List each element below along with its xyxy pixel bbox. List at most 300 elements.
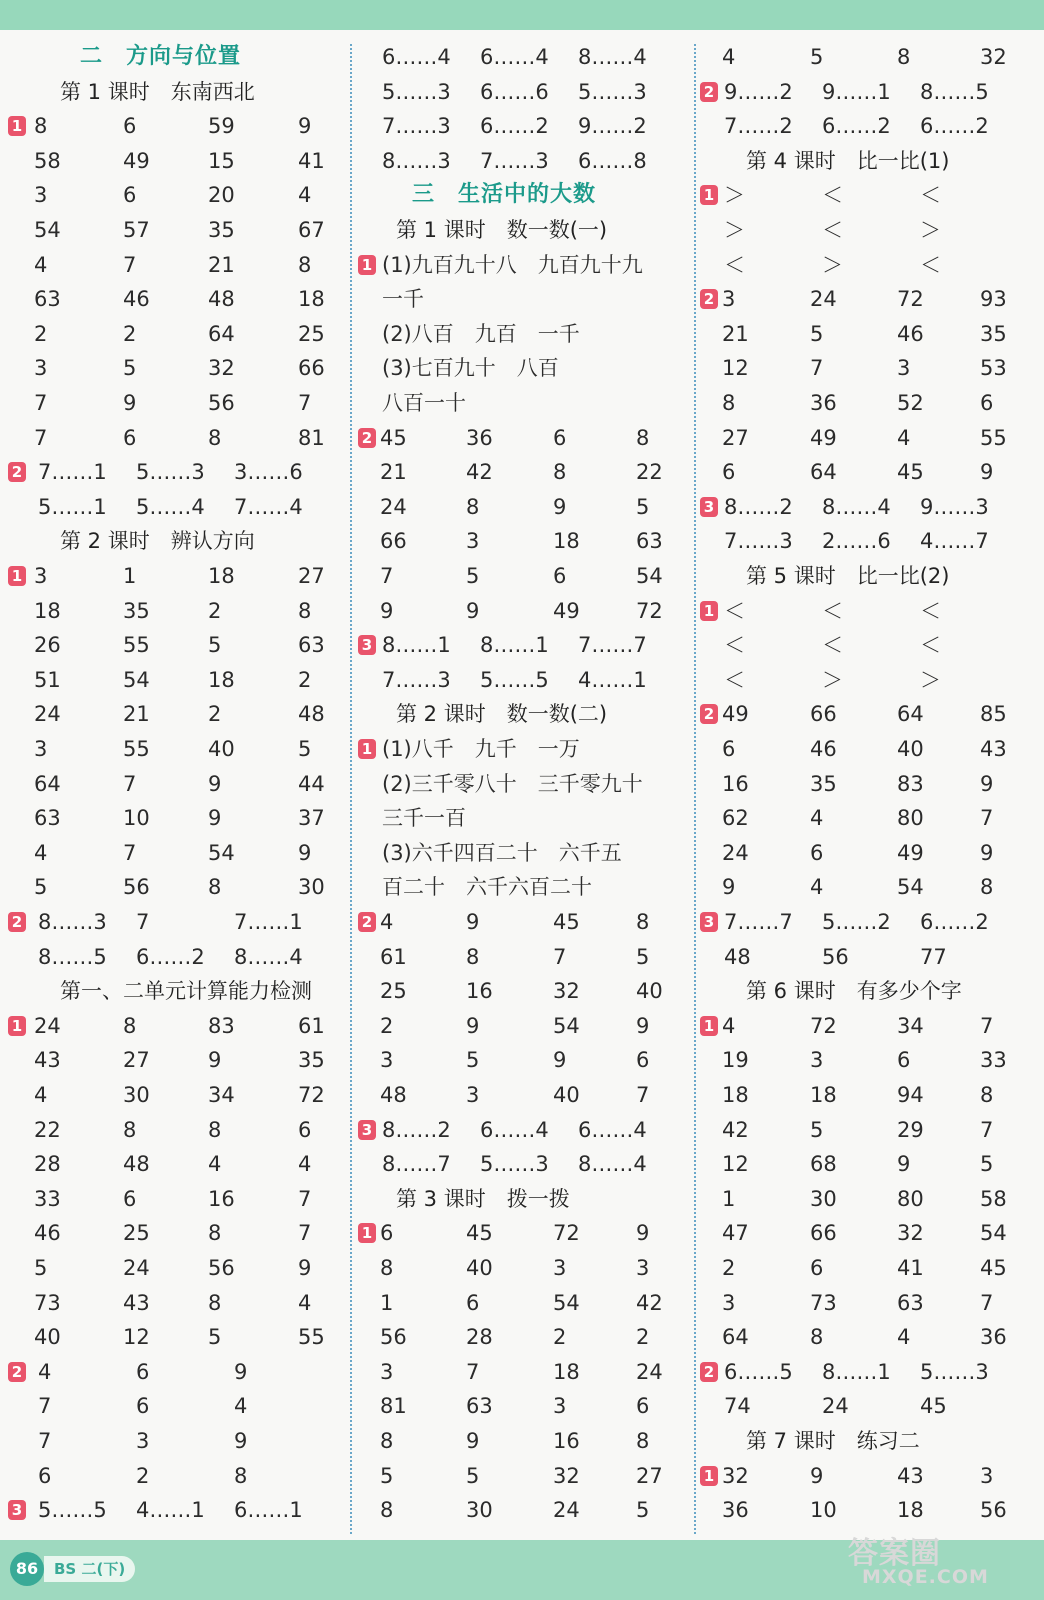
answer-cell: 6……4 <box>578 1117 647 1142</box>
answer-cell: 55 <box>980 425 1007 450</box>
answer-cell: 4 <box>298 1290 312 1315</box>
answer-cell: 5……3 <box>136 460 205 485</box>
answer-cell: 9 <box>553 1048 567 1073</box>
answer-cell: 5 <box>810 1117 824 1142</box>
answer-cell: 25 <box>123 1221 150 1246</box>
answer-cell: 35 <box>980 321 1007 346</box>
answer-cell: 6 <box>722 737 736 761</box>
lesson-heading-line <box>358 213 683 247</box>
answer-cell: 9 <box>234 1429 248 1453</box>
answer-cell: 24 <box>722 840 749 865</box>
answer-cell: 2 <box>636 1325 650 1350</box>
answer-cell: ＜ <box>920 252 941 277</box>
answer-cell: 28 <box>466 1325 493 1350</box>
answer-cell: ＜ <box>724 633 745 658</box>
answer-cell: 8……1 <box>480 633 549 658</box>
lesson-heading: 第 2 课时 辨认方向 <box>60 529 255 554</box>
answer-cell: 3 <box>466 529 480 554</box>
answer-cell: 42 <box>636 1290 663 1315</box>
answer-cell: 7 <box>123 771 137 796</box>
answer-cell: 54 <box>636 564 663 588</box>
unit-title-line <box>358 178 683 212</box>
answer-cell: 27 <box>722 425 749 450</box>
question-marker: 1 <box>358 1223 376 1243</box>
answer-cell: 7……3 <box>382 667 451 692</box>
answer-cell: 6 <box>636 1394 650 1419</box>
answer-row <box>358 974 683 1008</box>
answer-cell: 46 <box>810 737 837 761</box>
question-marker: 1 <box>700 1016 718 1036</box>
answer-text: 三千一百 <box>382 806 466 831</box>
answer-cell: 8 <box>208 1117 222 1142</box>
unit-title-line <box>8 40 338 74</box>
answer-row <box>700 1286 1030 1320</box>
answer-cell: ＜ <box>822 598 843 623</box>
answer-cell: 5 <box>34 875 48 900</box>
answer-cell: 24 <box>822 1394 849 1419</box>
answer-cell: 7 <box>38 1429 52 1453</box>
answer-cell: 74 <box>724 1394 751 1419</box>
answer-cell: 6……4 <box>480 45 549 69</box>
answer-text-line <box>358 870 683 904</box>
answer-cell: 8 <box>123 1117 137 1142</box>
answer-cell: 3 <box>553 1394 567 1419</box>
answer-cell: 5……5 <box>38 1498 107 1523</box>
answer-cell: 6……2 <box>920 114 989 139</box>
answer-cell: 41 <box>298 148 325 173</box>
answer-cell: 24 <box>123 1256 150 1280</box>
answer-row <box>700 1182 1030 1216</box>
answer-row <box>700 1389 1030 1423</box>
answer-cell: 55 <box>123 633 150 658</box>
answer-cell: 8 <box>466 944 480 969</box>
question-marker: 2 <box>700 82 718 102</box>
answer-cell: 9 <box>466 910 480 934</box>
answer-row <box>700 1320 1030 1354</box>
answer-cell: 21 <box>380 460 407 485</box>
answer-cell: 93 <box>980 287 1007 312</box>
answer-row <box>358 1389 683 1423</box>
answer-cell: 9 <box>980 460 994 485</box>
question-marker: 2 <box>700 1362 718 1382</box>
answer-cell: 7 <box>123 840 137 865</box>
answer-cell: 56 <box>208 1256 235 1280</box>
answer-row <box>8 801 338 835</box>
unit-title: 三 生活中的大数 <box>412 182 597 208</box>
answer-cell: 5……4 <box>136 494 205 519</box>
answer-cell: 29 <box>897 1117 924 1142</box>
answer-cell: 8 <box>553 460 567 485</box>
answer-cell: 4 <box>234 1394 248 1419</box>
answer-cell: 9 <box>722 875 736 900</box>
answer-row <box>700 1078 1030 1112</box>
answer-cell: 4……1 <box>578 667 647 692</box>
answer-row <box>700 767 1030 801</box>
answer-cell: 72 <box>298 1083 325 1107</box>
answer-cell: ＞ <box>724 183 745 208</box>
answer-row <box>8 1113 338 1147</box>
answer-cell: 6……2 <box>822 114 891 139</box>
answer-cell: 5 <box>298 737 312 761</box>
answer-cell: 5 <box>810 45 824 69</box>
answer-cell: 15 <box>208 148 235 173</box>
answer-cell: 42 <box>722 1117 749 1142</box>
answer-cell: 22 <box>636 460 663 485</box>
answer-cell: 6 <box>553 425 567 450</box>
answer-cell: 8 <box>34 114 48 139</box>
answer-cell: 4 <box>897 1325 911 1350</box>
answer-text: (2)三千零八十 三千零九十 <box>382 771 643 796</box>
answer-cell: 94 <box>897 1083 924 1107</box>
answer-cell: 5 <box>636 944 650 969</box>
answer-cell: 9 <box>897 1152 911 1177</box>
answer-cell: 4 <box>298 183 312 208</box>
answer-row <box>700 940 1030 974</box>
answer-row <box>8 144 338 178</box>
answer-cell: ＜ <box>920 633 941 658</box>
answer-cell: ＜ <box>822 183 843 208</box>
answer-cell: 4 <box>34 1083 48 1107</box>
answer-cell: 5……2 <box>822 910 891 934</box>
answer-cell: 73 <box>34 1290 61 1315</box>
answer-cell: 3 <box>34 356 48 381</box>
answer-cell: 6……2 <box>136 944 205 969</box>
answer-cell: 8……3 <box>382 148 451 173</box>
answer-cell: 8……1 <box>382 633 451 658</box>
answer-cell: 7……7 <box>724 910 793 934</box>
answer-cell: 35 <box>298 1048 325 1073</box>
lesson-heading-line <box>700 144 1030 178</box>
answer-cell: 8……5 <box>38 944 107 969</box>
answer-row <box>700 1251 1030 1285</box>
answer-cell: 54 <box>208 840 235 865</box>
answer-row <box>8 1182 338 1216</box>
answer-cell: 24 <box>34 1013 61 1038</box>
question-marker: 3 <box>700 912 718 932</box>
answer-cell: 8 <box>208 1221 222 1246</box>
answer-cell: 1 <box>123 564 137 588</box>
answer-row <box>8 767 338 801</box>
answer-cell: 6……4 <box>382 45 451 69</box>
answer-cell: 7……2 <box>724 114 793 139</box>
answer-cell: 8 <box>380 1429 394 1453</box>
column-left <box>8 30 338 1540</box>
answer-cell: 3 <box>34 564 48 588</box>
question-marker: 2 <box>8 462 26 482</box>
question-marker: 3 <box>700 497 718 517</box>
answer-row <box>700 421 1030 455</box>
answer-text-line <box>358 282 683 316</box>
answer-cell: 8 <box>722 391 736 415</box>
answer-cell: 8……5 <box>920 79 989 104</box>
answer-cell: 56 <box>380 1325 407 1350</box>
answer-cell: 18 <box>897 1498 924 1523</box>
question-marker: 1 <box>8 1016 26 1036</box>
answer-cell: 7……7 <box>578 633 647 658</box>
answer-text: 百二十 六千六百二十 <box>382 875 592 900</box>
answer-cell: 6 <box>123 1186 137 1211</box>
answer-cell: 5 <box>380 1463 394 1488</box>
answer-cell: 32 <box>722 1463 749 1488</box>
answer-text: 一千 <box>382 287 424 312</box>
answer-cell: 9 <box>636 1013 650 1038</box>
answer-cell: 54 <box>34 218 61 242</box>
lesson-heading-line <box>8 524 338 558</box>
answer-cell: 27 <box>123 1048 150 1073</box>
answer-cell: 28 <box>34 1152 61 1177</box>
answer-cell: 2……6 <box>822 529 891 554</box>
answer-row <box>358 1251 683 1285</box>
answer-cell: 6 <box>553 564 567 588</box>
answer-cell: 66 <box>298 356 325 381</box>
answer-row <box>8 248 338 282</box>
answer-cell: 3 <box>136 1429 150 1453</box>
answer-cell: 80 <box>897 806 924 831</box>
answer-text: (1)九百九十八 九百九十九 <box>382 252 643 277</box>
answer-cell: 35 <box>208 218 235 242</box>
answer-cell: 54 <box>553 1013 580 1038</box>
lesson-heading: 第 1 课时 东南西北 <box>60 79 255 104</box>
answer-row <box>8 836 338 870</box>
answer-cell: 6 <box>980 391 994 415</box>
watermark-logo: 答案圈 <box>848 1536 941 1571</box>
answer-cell: 27 <box>636 1463 663 1488</box>
answer-cell: 6……6 <box>480 79 549 104</box>
answer-cell: 8……4 <box>578 45 647 69</box>
answer-cell: 3 <box>34 183 48 208</box>
answer-row <box>8 1078 338 1112</box>
answer-cell: 21 <box>722 321 749 346</box>
answer-cell: 68 <box>810 1152 837 1177</box>
answer-cell: 16 <box>466 979 493 1004</box>
answer-cell: 8 <box>208 1290 222 1315</box>
answer-row <box>700 351 1030 385</box>
answer-row <box>358 628 683 662</box>
answer-cell: 49 <box>123 148 150 173</box>
answer-cell: 10 <box>810 1498 837 1523</box>
answer-row <box>700 1493 1030 1527</box>
answer-cell: 45 <box>897 460 924 485</box>
answer-cell: 9……2 <box>578 114 647 139</box>
answer-text-line <box>358 836 683 870</box>
answer-cell: 4 <box>722 1013 736 1038</box>
answer-row <box>700 663 1030 697</box>
answer-cell: 32 <box>208 356 235 381</box>
answer-cell: 9 <box>208 771 222 796</box>
answer-row <box>358 1493 683 1527</box>
answer-cell: 9……2 <box>724 79 793 104</box>
answer-cell: 8……2 <box>382 1117 451 1142</box>
answer-cell: 8 <box>298 252 312 277</box>
answer-cell: 6……5 <box>724 1359 793 1384</box>
answer-cell: 19 <box>722 1048 749 1073</box>
answer-cell: 47 <box>722 1221 749 1246</box>
question-marker: 3 <box>358 635 376 655</box>
answer-cell: 18 <box>553 1359 580 1384</box>
question-marker: 1 <box>700 185 718 205</box>
answer-cell: ＜ <box>724 598 745 623</box>
answer-cell: 9 <box>810 1463 824 1488</box>
column-divider <box>350 44 352 1534</box>
answer-cell: ＞ <box>920 667 941 692</box>
answer-row <box>8 1009 338 1043</box>
answer-cell: 36 <box>722 1498 749 1523</box>
answer-cell: 45 <box>553 910 580 934</box>
question-marker: 2 <box>8 912 26 932</box>
answer-cell: 9……3 <box>920 494 989 519</box>
answer-cell: 4 <box>38 1359 52 1384</box>
answer-cell: ＞ <box>920 218 941 242</box>
answer-text-line <box>358 248 683 282</box>
edition-tag: BS 二(下) <box>44 1556 135 1582</box>
question-marker: 1 <box>8 116 26 136</box>
answer-row <box>8 178 338 212</box>
answer-cell: 48 <box>298 702 325 727</box>
answer-row <box>700 178 1030 212</box>
answer-cell: 21 <box>208 252 235 277</box>
answer-cell: 3 <box>466 1083 480 1107</box>
answer-cell: ＞ <box>822 667 843 692</box>
answer-row <box>700 1113 1030 1147</box>
answer-cell: 6 <box>123 425 137 450</box>
answer-text-line <box>358 767 683 801</box>
answer-row <box>8 1043 338 1077</box>
answer-cell: ＜ <box>920 598 941 623</box>
answer-cell: 8 <box>636 1429 650 1453</box>
answer-cell: 2 <box>553 1325 567 1350</box>
answer-cell: 8……4 <box>234 944 303 969</box>
answer-cell: 4 <box>380 910 394 934</box>
answer-cell: 2 <box>208 702 222 727</box>
answer-cell: 66 <box>380 529 407 554</box>
answer-cell: 6 <box>722 460 736 485</box>
answer-cell: 7 <box>636 1083 650 1107</box>
answer-cell: 55 <box>123 737 150 761</box>
answer-cell: 7 <box>980 806 994 831</box>
answer-cell: 8 <box>466 494 480 519</box>
answer-cell: 18 <box>553 529 580 554</box>
answer-cell: 9 <box>298 114 312 139</box>
answer-cell: 9 <box>208 806 222 831</box>
lesson-heading-line <box>358 697 683 731</box>
answer-cell: 8 <box>636 425 650 450</box>
answer-cell: 5……3 <box>920 1359 989 1384</box>
answer-cell: 56 <box>208 391 235 415</box>
answer-cell: 41 <box>897 1256 924 1280</box>
answer-cell: 72 <box>553 1221 580 1246</box>
answer-cell: 7……3 <box>480 148 549 173</box>
answer-row <box>358 1355 683 1389</box>
column-middle <box>358 30 683 1540</box>
question-marker: 1 <box>700 601 718 621</box>
answer-cell: 3 <box>380 1359 394 1384</box>
answer-text: 八百一十 <box>382 391 466 415</box>
answer-cell: 45 <box>920 1394 947 1419</box>
answer-cell: 6 <box>136 1359 150 1384</box>
answer-cell: 58 <box>980 1186 1007 1211</box>
answer-row <box>358 1043 683 1077</box>
answer-row <box>700 213 1030 247</box>
answer-row <box>700 905 1030 939</box>
answer-cell: 9 <box>466 1013 480 1038</box>
answer-cell: 5 <box>34 1256 48 1280</box>
answer-cell: 24 <box>636 1359 663 1384</box>
answer-cell: 4……7 <box>920 529 989 554</box>
answer-cell: 7……4 <box>234 494 303 519</box>
question-marker: 3 <box>8 1500 26 1520</box>
answer-row <box>8 1320 338 1354</box>
answer-row <box>8 1459 338 1493</box>
answer-row <box>8 732 338 766</box>
answer-cell: 3 <box>636 1256 650 1280</box>
answer-cell: 72 <box>636 598 663 623</box>
answer-row <box>358 1320 683 1354</box>
answer-row <box>700 1216 1030 1250</box>
answer-cell: 61 <box>380 944 407 969</box>
answer-cell: 5 <box>810 321 824 346</box>
answer-row <box>8 1493 338 1527</box>
answer-text-line <box>358 317 683 351</box>
answer-row <box>8 1251 338 1285</box>
answer-cell: 4 <box>34 252 48 277</box>
answer-cell: 4 <box>208 1152 222 1177</box>
answer-cell: 25 <box>380 979 407 1004</box>
answer-cell: 32 <box>553 1463 580 1488</box>
answer-cell: 43 <box>123 1290 150 1315</box>
answer-cell: 3 <box>380 1048 394 1073</box>
answer-row <box>358 594 683 628</box>
answer-cell: 81 <box>380 1394 407 1419</box>
answer-row <box>358 75 683 109</box>
answer-cell: ＞ <box>822 252 843 277</box>
answer-row <box>358 1078 683 1112</box>
answer-cell: 40 <box>636 979 663 1004</box>
answer-cell: 6……2 <box>480 114 549 139</box>
answer-row <box>700 594 1030 628</box>
answer-row <box>700 490 1030 524</box>
answer-row <box>8 109 338 143</box>
answer-cell: 49 <box>810 425 837 450</box>
answer-cell: 5 <box>980 1152 994 1177</box>
answer-cell: 43 <box>980 737 1007 761</box>
unit-title: 二 方向与位置 <box>80 44 242 69</box>
column-right <box>700 30 1030 1540</box>
answer-row <box>358 455 683 489</box>
answer-cell: 72 <box>810 1013 837 1038</box>
lesson-heading: 第一、二单元计算能力检测 <box>60 979 312 1004</box>
answer-row <box>700 697 1030 731</box>
answer-cell: 18 <box>208 667 235 692</box>
answer-cell: 7 <box>34 425 48 450</box>
answer-cell: 4 <box>722 45 736 69</box>
answer-cell: 40 <box>553 1083 580 1107</box>
answer-cell: 5 <box>123 356 137 381</box>
answer-cell: 2 <box>298 667 312 692</box>
answer-text-line <box>358 801 683 835</box>
answer-row <box>8 940 338 974</box>
answer-cell: 73 <box>810 1290 837 1315</box>
answer-cell: 6……2 <box>920 910 989 934</box>
answer-row <box>8 1389 338 1423</box>
answer-cell: 56 <box>980 1498 1007 1523</box>
answer-cell: 30 <box>466 1498 493 1523</box>
answer-cell: 6 <box>380 1221 394 1246</box>
answer-cell: 83 <box>208 1013 235 1038</box>
answer-cell: 61 <box>298 1013 325 1038</box>
answer-row <box>8 282 338 316</box>
answer-cell: 40 <box>208 737 235 761</box>
answer-cell: 36 <box>466 425 493 450</box>
